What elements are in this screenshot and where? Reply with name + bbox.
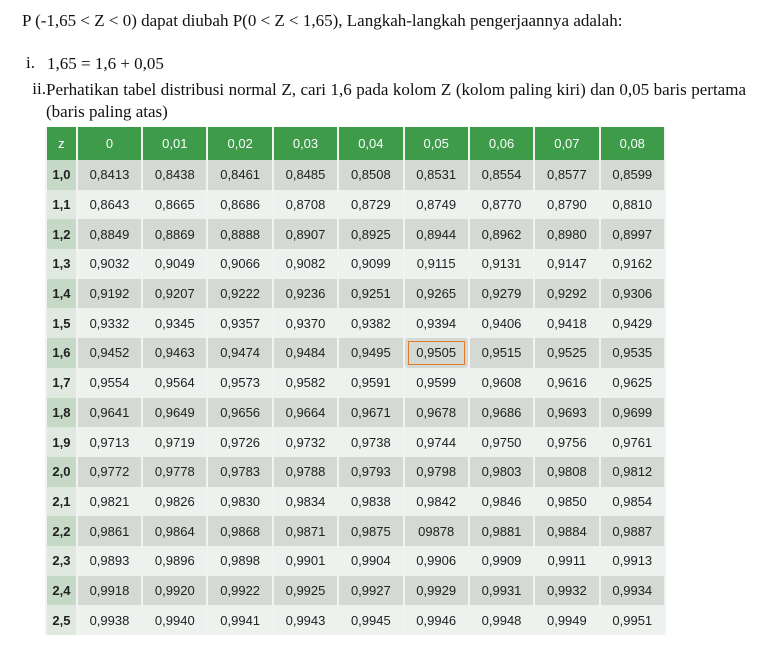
table-cell: 0,9649 [143, 398, 206, 428]
table-cell: 0,9850 [535, 487, 598, 517]
table-cell: 0,9474 [208, 338, 271, 368]
table-cell: 0,8980 [535, 219, 598, 249]
table-cell: 0,8944 [405, 219, 468, 249]
table-cell: 0,8665 [143, 190, 206, 220]
table-cell: 0,9834 [274, 487, 337, 517]
table-cell: 0,9918 [78, 576, 141, 606]
step-marker: ii. [32, 79, 46, 98]
table-cell: 0,8599 [601, 160, 664, 190]
table-cell: 0,9864 [143, 516, 206, 546]
row-header-z: 1,0 [47, 160, 76, 190]
table-cell: 0,9826 [143, 487, 206, 517]
table-cell: 0,8790 [535, 190, 598, 220]
row-header-z: 2,5 [47, 605, 76, 635]
table-cell: 0,9394 [405, 308, 468, 338]
table-cell: 0,9207 [143, 279, 206, 309]
table-cell: 0,9788 [274, 457, 337, 487]
table-cell: 0,9875 [339, 516, 402, 546]
table-row [47, 368, 664, 398]
table-cell: 0,9370 [274, 308, 337, 338]
table-cell: 0,9938 [78, 605, 141, 635]
table-cell: 0,9896 [143, 546, 206, 576]
table-row [47, 487, 664, 517]
table-cell: 0,9131 [470, 249, 533, 279]
table-cell: 0,9236 [274, 279, 337, 309]
table-cell: 0,9525 [535, 338, 598, 368]
table-cell: 0,9732 [274, 427, 337, 457]
table-cell: 0,9946 [405, 605, 468, 635]
table-cell: 0,9812 [601, 457, 664, 487]
table-cell: 0,9418 [535, 308, 598, 338]
row-header-z: 1,9 [47, 427, 76, 457]
table-cell: 0,9871 [274, 516, 337, 546]
table-cell: 0,9948 [470, 605, 533, 635]
column-header: 0,06 [470, 127, 533, 160]
table-cell: 0,9911 [535, 546, 598, 576]
table-cell: 0,9909 [470, 546, 533, 576]
table-cell: 0,9901 [274, 546, 337, 576]
z-distribution-table [45, 127, 666, 635]
row-header-z: 1,7 [47, 368, 76, 398]
table-cell: 0,9906 [405, 546, 468, 576]
step-text: Perhatikan tabel distribusi normal Z, cari 1,6 pada kolom Z (kolom paling kiri) dan 0,05 baris pertama (baris paling atas) [46, 80, 746, 121]
table-cell: 0,9332 [78, 308, 141, 338]
table-row [47, 605, 664, 635]
table-row [47, 279, 664, 309]
step-text: 1,65 = 1,6 + 0,05 [47, 54, 164, 73]
table-cell: 0,8925 [339, 219, 402, 249]
table-cell: 0,8997 [601, 219, 664, 249]
table-cell: 0,9693 [535, 398, 598, 428]
table-cell: 0,9656 [208, 398, 271, 428]
table-cell: 0,9893 [78, 546, 141, 576]
table-cell: 0,9535 [601, 338, 664, 368]
table-cell: 0,9943 [274, 605, 337, 635]
table-cell: 0,9941 [208, 605, 271, 635]
table-cell: 0,9884 [535, 516, 598, 546]
table-cell: 0,9898 [208, 546, 271, 576]
table-cell: 0,8869 [143, 219, 206, 249]
table-cell: 0,9830 [208, 487, 271, 517]
table-row [47, 546, 664, 576]
table-cell: 0,8413 [78, 160, 141, 190]
table-cell: 0,9049 [143, 249, 206, 279]
table-cell: 0,9798 [405, 457, 468, 487]
table-cell: 0,9066 [208, 249, 271, 279]
step-item-2 [22, 79, 746, 123]
table-cell: 0,8643 [78, 190, 141, 220]
table-row [47, 219, 664, 249]
table-row [47, 398, 664, 428]
table-cell: 0,9949 [535, 605, 598, 635]
row-header-z: 1,2 [47, 219, 76, 249]
table-cell: 0,8907 [274, 219, 337, 249]
table-cell: 0,9808 [535, 457, 598, 487]
table-cell: 0,9756 [535, 427, 598, 457]
table-cell: 0,9406 [470, 308, 533, 338]
table-cell: 0,9904 [339, 546, 402, 576]
table-cell: 0,9599 [405, 368, 468, 398]
table-cell: 0,9115 [405, 249, 468, 279]
table-cell: 0,9868 [208, 516, 271, 546]
table-cell: 0,9761 [601, 427, 664, 457]
column-header: 0,07 [535, 127, 598, 160]
table-cell: 0,9838 [339, 487, 402, 517]
table-row [47, 457, 664, 487]
table-cell: 0,9821 [78, 487, 141, 517]
row-header-z: 2,1 [47, 487, 76, 517]
table-cell: 0,8749 [405, 190, 468, 220]
table-cell: 0,8438 [143, 160, 206, 190]
table-cell: 0,9664 [274, 398, 337, 428]
table-cell: 0,9515 [470, 338, 533, 368]
intro-text: P (-1,65 < Z < 0) dapat diubah P(0 < Z < 1,65), Langkah-langkah pengerjaannya adalah: [22, 11, 623, 30]
table-cell: 0,9345 [143, 308, 206, 338]
table-cell: 0,9463 [143, 338, 206, 368]
table-cell: 0,9573 [208, 368, 271, 398]
table-cell: 0,9686 [470, 398, 533, 428]
table-cell: 0,9625 [601, 368, 664, 398]
row-header-z: 2,4 [47, 576, 76, 606]
table-cell: 0,9726 [208, 427, 271, 457]
table-cell: 0,9738 [339, 427, 402, 457]
table-cell: 0,8554 [470, 160, 533, 190]
row-header-z: 1,1 [47, 190, 76, 220]
table-cell: 0,9920 [143, 576, 206, 606]
table-cell: 0,8531 [405, 160, 468, 190]
table-cell: 0,9382 [339, 308, 402, 338]
table-cell: 0,9452 [78, 338, 141, 368]
table-cell: 0,9484 [274, 338, 337, 368]
table-cell: 0,9934 [601, 576, 664, 606]
table-cell: 0,9913 [601, 546, 664, 576]
column-header: 0,05 [405, 127, 468, 160]
table-cell: 0,9678 [405, 398, 468, 428]
table-cell: 0,8810 [601, 190, 664, 220]
table-cell: 0,8708 [274, 190, 337, 220]
table-cell: 0,9783 [208, 457, 271, 487]
table-cell: 0,8508 [339, 160, 402, 190]
table-cell: 0,9641 [78, 398, 141, 428]
table-cell: 0,9591 [339, 368, 402, 398]
row-header-z: 1,3 [47, 249, 76, 279]
table-cell: 0,9793 [339, 457, 402, 487]
table-row [47, 160, 664, 190]
column-header: 0 [78, 127, 141, 160]
table-cell: 0,9881 [470, 516, 533, 546]
table-cell: 0,9922 [208, 576, 271, 606]
table-cell: 0,9803 [470, 457, 533, 487]
table-row [47, 516, 664, 546]
table-cell: 0,9932 [535, 576, 598, 606]
table-cell: 0,9292 [535, 279, 598, 309]
step-marker: i. [26, 53, 35, 72]
table-row [47, 308, 664, 338]
table-cell: 0,9744 [405, 427, 468, 457]
table-cell: 0,9846 [470, 487, 533, 517]
table-cell: 0,9772 [78, 457, 141, 487]
table-cell: 0,9616 [535, 368, 598, 398]
table-cell: 0,9099 [339, 249, 402, 279]
table-cell: 0,8962 [470, 219, 533, 249]
table-cell: 0,8485 [274, 160, 337, 190]
table-cell: 0,9842 [405, 487, 468, 517]
table-cell: 0,8729 [339, 190, 402, 220]
row-header-z: 1,5 [47, 308, 76, 338]
table-header-row [47, 127, 664, 160]
table-cell: 0,9147 [535, 249, 598, 279]
highlighted-cell: 0,9505 [405, 338, 468, 368]
table-cell: 09878 [405, 516, 468, 546]
table-cell: 0,9279 [470, 279, 533, 309]
table-cell: 0,9854 [601, 487, 664, 517]
column-header: 0,03 [274, 127, 337, 160]
table-cell: 0,9778 [143, 457, 206, 487]
table-row [47, 249, 664, 279]
table-cell: 0,9945 [339, 605, 402, 635]
table-cell: 0,9608 [470, 368, 533, 398]
table-cell: 0,9929 [405, 576, 468, 606]
row-header-z: 1,4 [47, 279, 76, 309]
table-cell: 0,9582 [274, 368, 337, 398]
table-cell: 0,8577 [535, 160, 598, 190]
table-cell: 0,9429 [601, 308, 664, 338]
table-cell: 0,9554 [78, 368, 141, 398]
table-cell: 0,9564 [143, 368, 206, 398]
table-cell: 0,9306 [601, 279, 664, 309]
row-header-z: 1,8 [47, 398, 76, 428]
row-header-z: 2,3 [47, 546, 76, 576]
table-cell: 0,8888 [208, 219, 271, 249]
table-cell: 0,9032 [78, 249, 141, 279]
table-cell: 0,9887 [601, 516, 664, 546]
table-cell: 0,8461 [208, 160, 271, 190]
table-cell: 0,9931 [470, 576, 533, 606]
row-header-z: 2,0 [47, 457, 76, 487]
table-cell: 0,9671 [339, 398, 402, 428]
table-cell: 0,9699 [601, 398, 664, 428]
table-cell: 0,9925 [274, 576, 337, 606]
table-cell: 0,9750 [470, 427, 533, 457]
column-header: 0,04 [339, 127, 402, 160]
column-header: 0,02 [208, 127, 271, 160]
table-row [47, 576, 664, 606]
column-header: 0,08 [601, 127, 664, 160]
table-cell: 0,9192 [78, 279, 141, 309]
table-row [47, 338, 664, 368]
row-header-z: 2,2 [47, 516, 76, 546]
column-header: 0,01 [143, 127, 206, 160]
table-cell: 0,9927 [339, 576, 402, 606]
table-cell: 0,9222 [208, 279, 271, 309]
table-cell: 0,9719 [143, 427, 206, 457]
column-header-z: z [47, 127, 76, 160]
table-cell: 0,8849 [78, 219, 141, 249]
table-cell: 0,8770 [470, 190, 533, 220]
table-cell: 0,9861 [78, 516, 141, 546]
table-cell: 0,9951 [601, 605, 664, 635]
table-cell: 0,9495 [339, 338, 402, 368]
table-row [47, 427, 664, 457]
table-cell: 0,9940 [143, 605, 206, 635]
table-cell: 0,9265 [405, 279, 468, 309]
table-cell: 0,9357 [208, 308, 271, 338]
table-row [47, 190, 664, 220]
step-item-1 [22, 53, 164, 75]
row-header-z: 1,6 [47, 338, 76, 368]
table-cell: 0,9713 [78, 427, 141, 457]
table-cell: 0,9082 [274, 249, 337, 279]
table-cell: 0,9251 [339, 279, 402, 309]
table-cell: 0,9162 [601, 249, 664, 279]
table-cell: 0,8686 [208, 190, 271, 220]
